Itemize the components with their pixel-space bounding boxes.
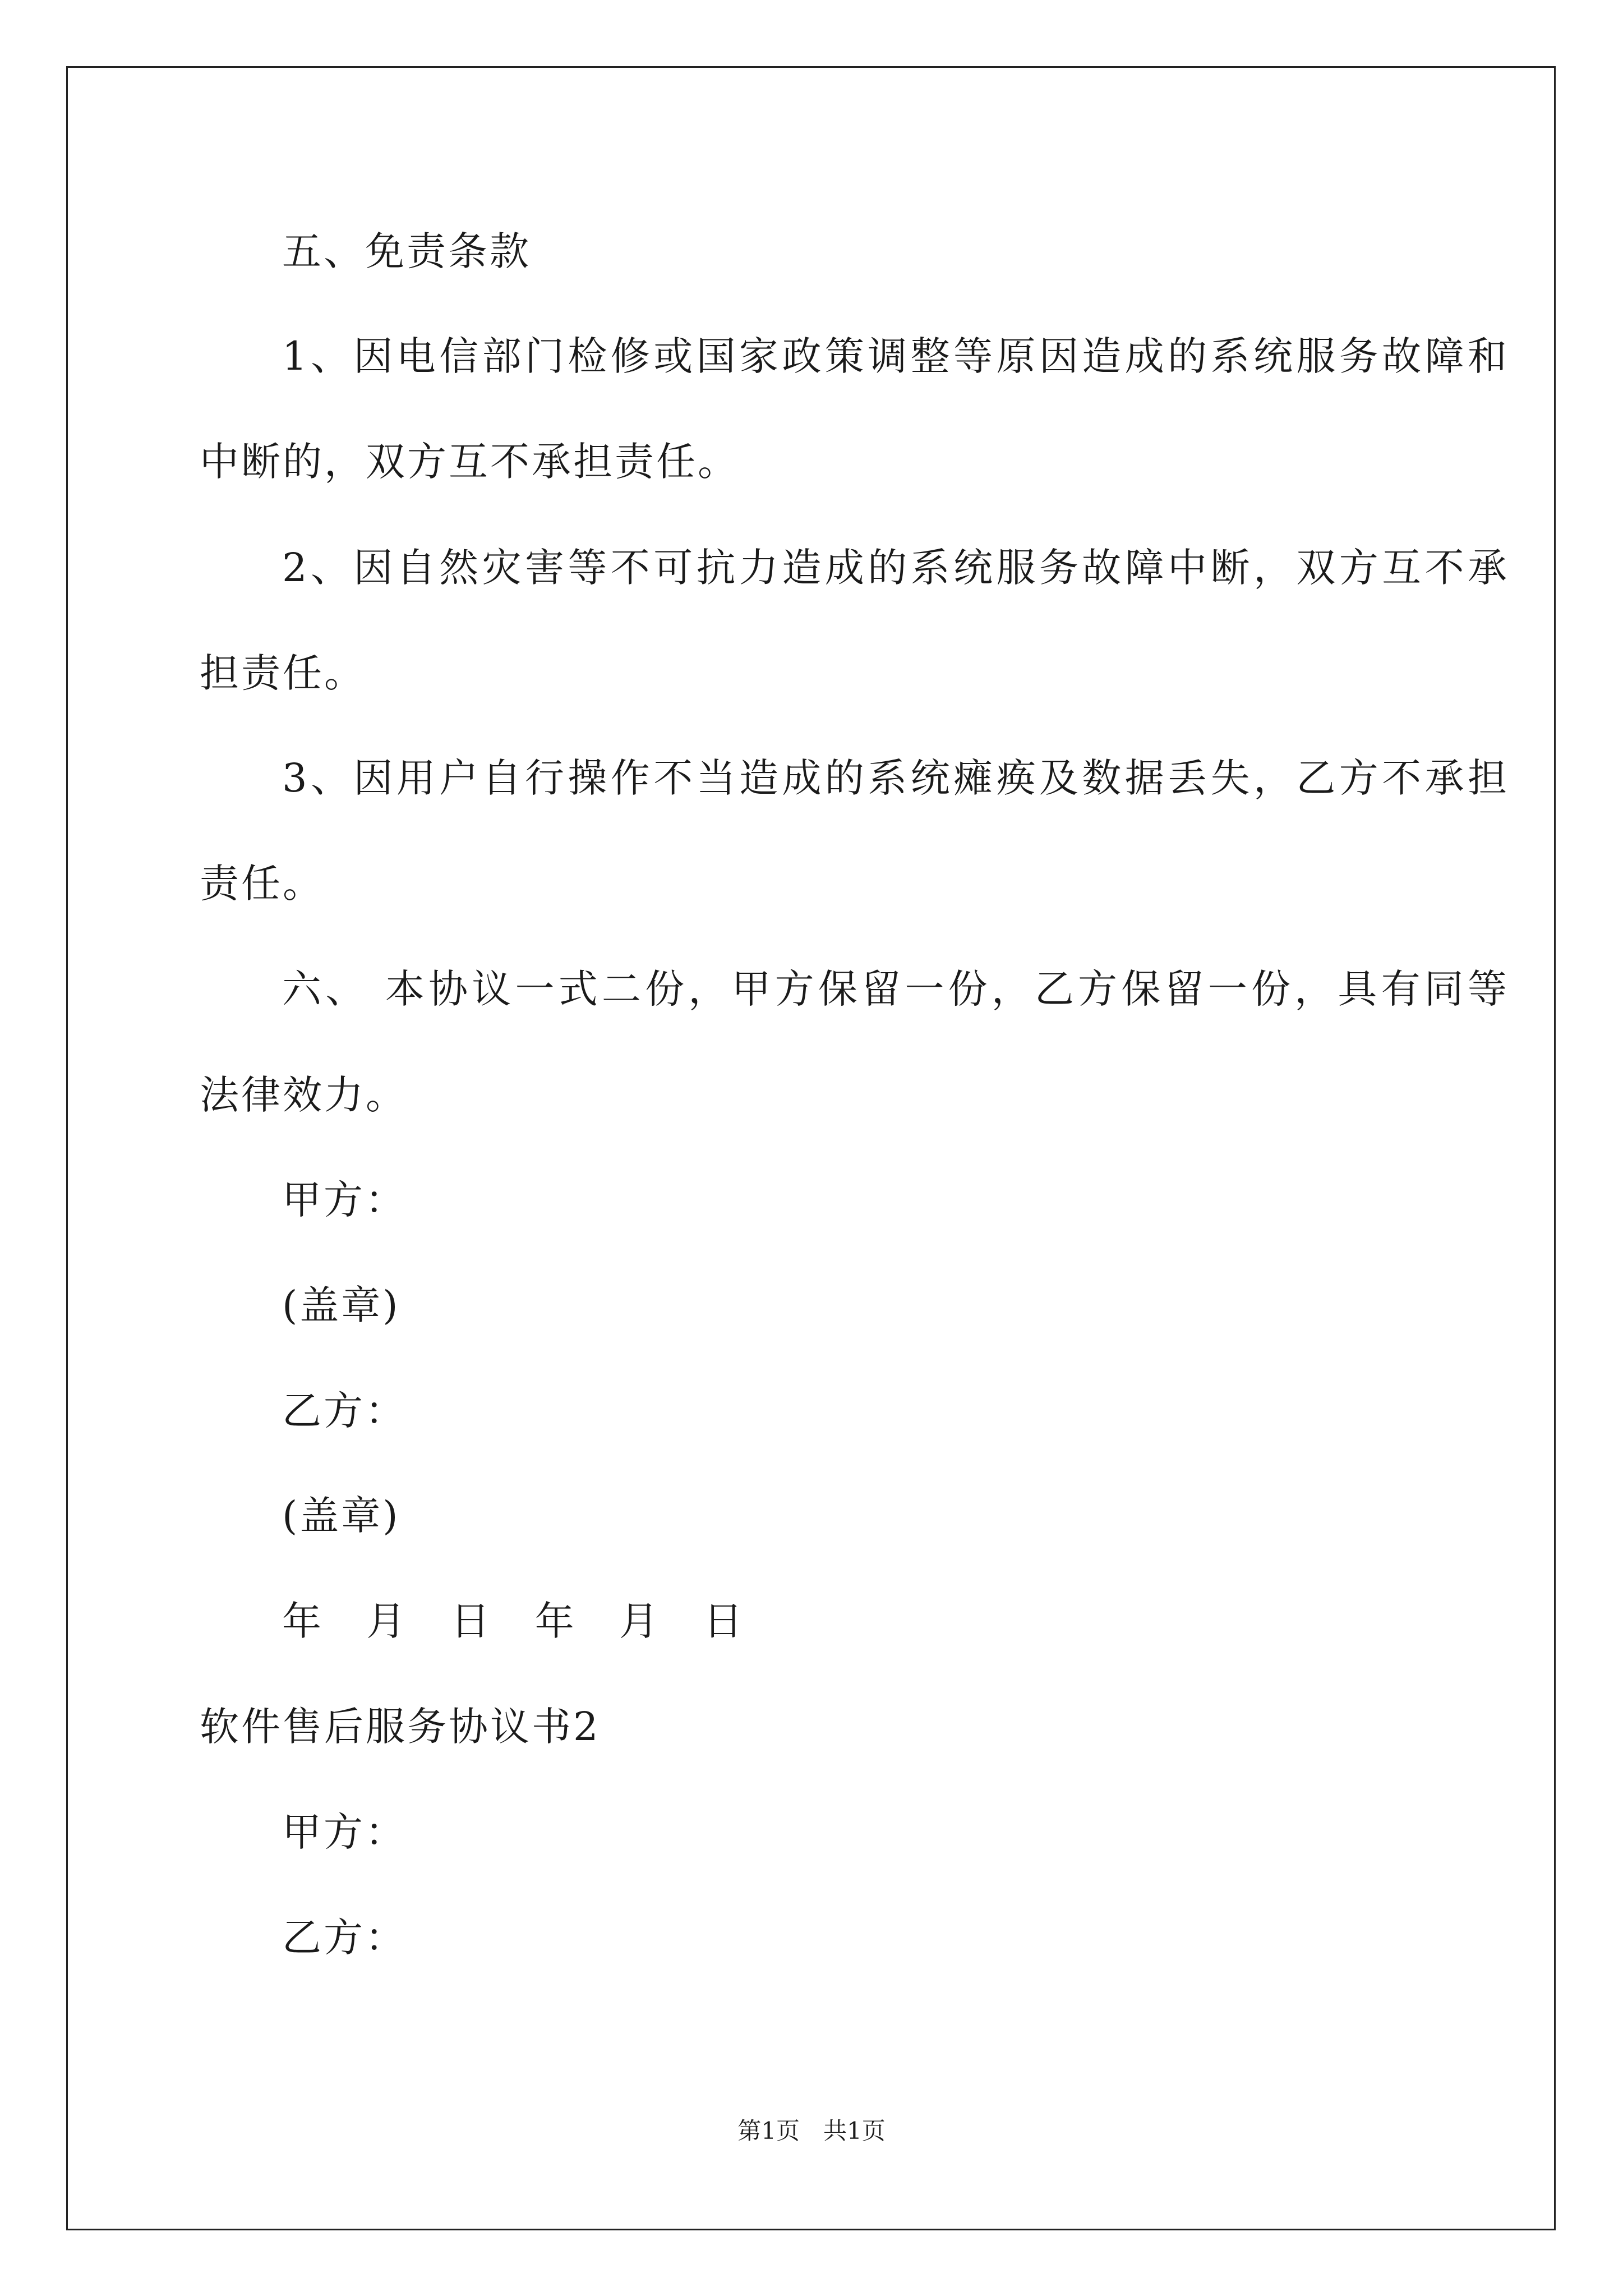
clause-1-line-2: 中断的，双方互不承担责任。 (200, 439, 739, 485)
section-heading-disclaimer: 五、免责条款 (282, 228, 531, 274)
party-b-seal: (盖章) (282, 1493, 400, 1539)
clause-3-line-2: 责任。 (200, 861, 324, 907)
page-frame (66, 66, 1556, 2230)
clause-3-line-1: 3、因用户自行操作不当造成的系统瘫痪及数据丢失，乙方不承担 (282, 755, 1507, 801)
agreement-2-title: 软件售后服务协议书2 (200, 1704, 601, 1750)
agreement-2-party-b-label: 乙方： (282, 1915, 407, 1961)
agreement-2-party-a-label: 甲方： (282, 1809, 407, 1855)
date-line: 年 月 日 年 月 日 (282, 1598, 751, 1644)
page-number-footer: 第1页 共1页 (737, 2117, 886, 2145)
party-a-label: 甲方： (282, 1177, 407, 1223)
party-a-seal: (盖章) (282, 1282, 400, 1328)
clause-1-line-1: 1、因电信部门检修或国家政策调整等原因造成的系统服务故障和 (282, 333, 1507, 379)
clause-2-line-2: 担责任。 (200, 650, 366, 696)
section-six-line-2: 法律效力。 (200, 1072, 407, 1118)
party-b-label: 乙方： (282, 1388, 407, 1434)
section-six-line-1: 六、 本协议一式二份，甲方保留一份，乙方保留一份，具有同等 (282, 966, 1507, 1012)
clause-2-line-1: 2、因自然灾害等不可抗力造成的系统服务故障中断，双方互不承 (282, 545, 1507, 591)
